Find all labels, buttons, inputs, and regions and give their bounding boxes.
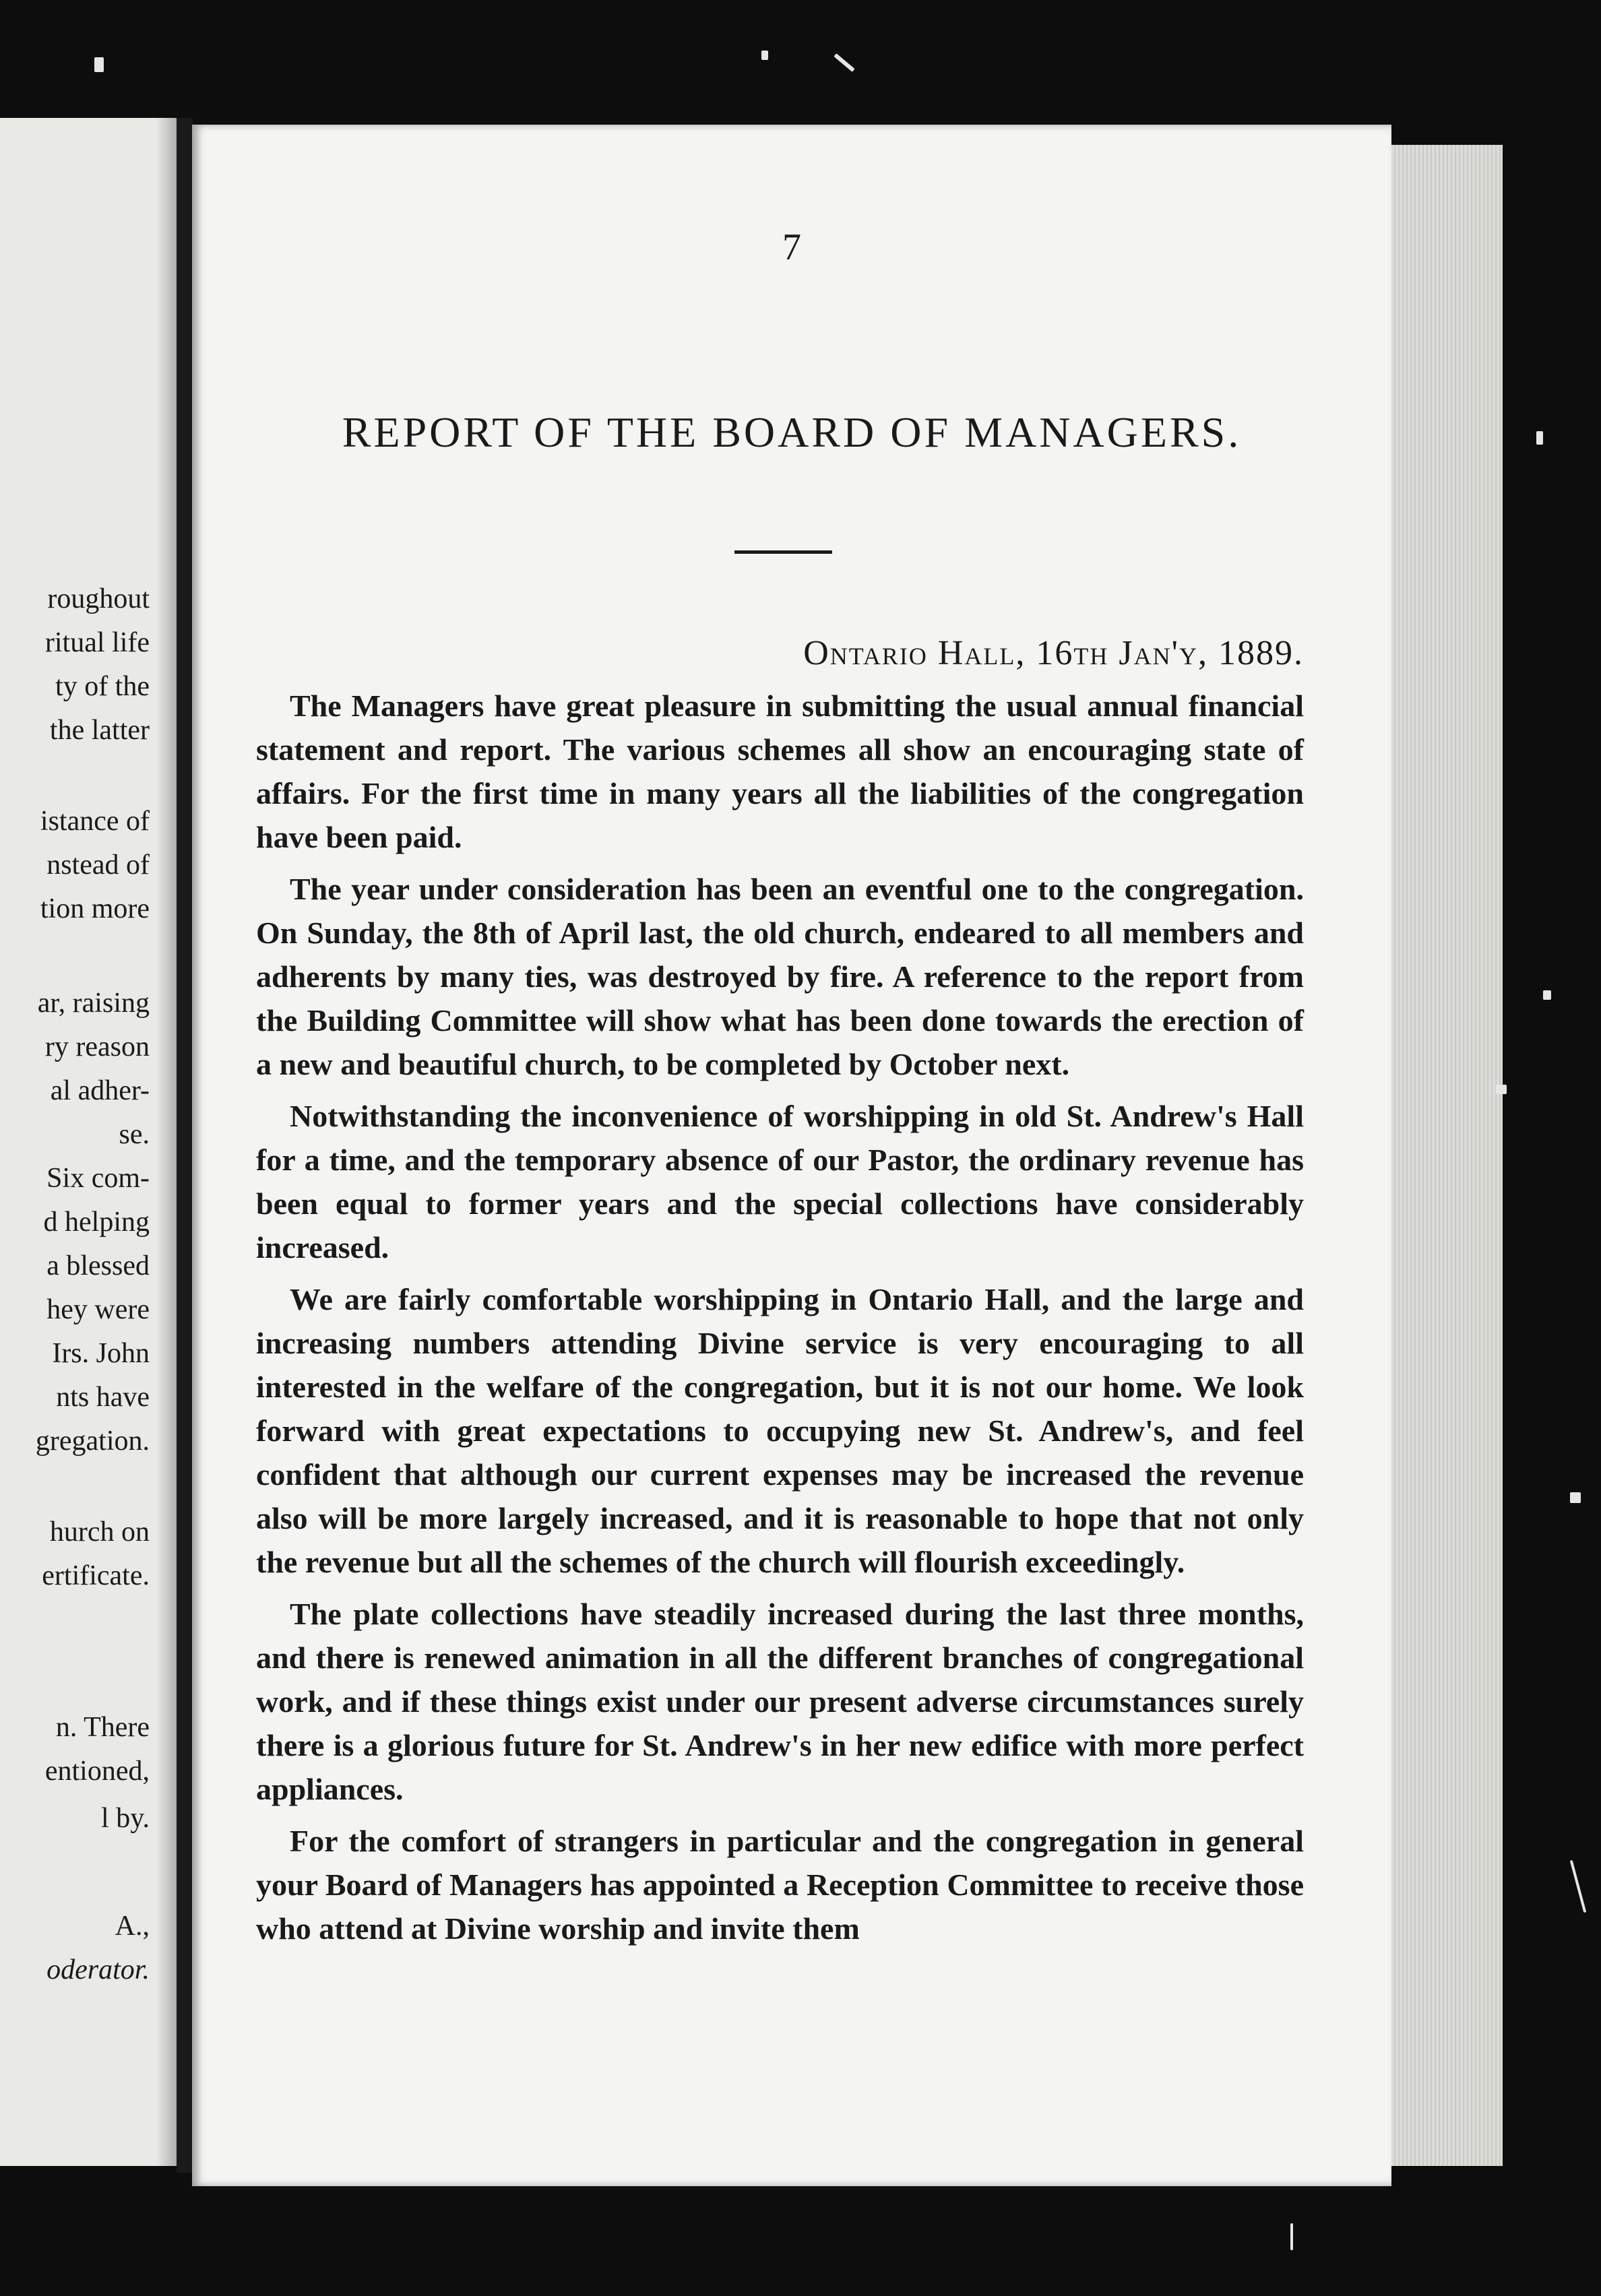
page-edges — [1388, 145, 1503, 2166]
left-page-line: hurch on — [49, 1517, 150, 1548]
book-gutter — [177, 118, 193, 2173]
report-title: REPORT OF THE BOARD OF MANAGERS. — [342, 408, 1242, 456]
title-rule — [734, 550, 832, 554]
left-page-line: A., — [115, 1911, 150, 1942]
left-page-line: oderator. — [46, 1954, 150, 1985]
left-page-line: the latter — [49, 715, 150, 746]
left-page-line: entioned, — [44, 1756, 150, 1787]
left-page-line: se. — [119, 1119, 150, 1150]
paragraph: The Managers have great pleasure in submitting the usual annual financial statement and report. The various schemes all show an encouraging state of affairs. For the first time in many years all the liabilities of the congregation have been paid. — [256, 689, 1304, 854]
right-page — [192, 125, 1391, 2186]
left-page-line: ertificate. — [42, 1560, 150, 1591]
dust-speck — [1536, 431, 1543, 445]
left-page-line: a blessed — [46, 1250, 150, 1281]
left-page-line: Irs. John — [52, 1338, 150, 1369]
left-page-line: l by. — [101, 1803, 150, 1834]
left-page-line: d helping — [43, 1207, 150, 1238]
left-page-line: nstead of — [46, 850, 150, 881]
left-page-line: ritual life — [44, 627, 150, 658]
left-page-line: ar, raising — [37, 988, 150, 1019]
left-page-line: n. There — [55, 1712, 150, 1743]
page-number: 7 — [782, 226, 801, 268]
dust-speck — [1290, 2223, 1293, 2250]
report-body — [256, 684, 1304, 1958]
left-page-line: nts have — [56, 1382, 150, 1413]
dust-speck — [761, 51, 768, 60]
dust-speck — [1570, 1492, 1581, 1503]
paragraph: We are fairly comfortable worshipping in Ontario Hall, and the large and increasing numbers attending Divine service is very encouraging to all interested in the welfare of the congregation, but it is not our home. We look forward with great expectations to occupying new St. Andrew's, and feel confident that although our current expenses may be increased the revenue also will be more largely increased, and it is reasonable to hope that not only the revenue but all the schemes of the church will flourish exceedingly. — [256, 1282, 1304, 1579]
dust-speck — [1496, 1085, 1507, 1094]
left-page-line: istance of — [40, 806, 150, 837]
left-page-fragment — [0, 118, 177, 2166]
dust-speck — [1543, 990, 1551, 1000]
paragraph: For the comfort of strangers in particular and the congregation in general your Board of Managers has appointed a Reception Committee to receive those who attend at Divine worship and invite them — [256, 1824, 1304, 1946]
paragraph: The year under consideration has been an eventful one to the congregation. On Sunday, the 8th of April last, the old church, endeared to all members and adherents by many ties, was destroyed by fire. A reference to the report from the Building Committee will show what has been done towards the erection of a new and beautiful church, to be completed by October next. — [256, 872, 1304, 1081]
left-page-line: ry reason — [44, 1031, 150, 1062]
left-page-line: hey were — [46, 1294, 150, 1325]
left-page-line: Six com- — [46, 1163, 150, 1194]
left-page-line: gregation. — [35, 1426, 150, 1457]
gutter-shadow — [156, 118, 177, 2166]
dust-speck — [834, 53, 854, 72]
dust-speck — [1570, 1860, 1587, 1913]
left-page-line: al adher- — [50, 1075, 150, 1106]
paragraph: The plate collections have steadily increased during the last three months, and there is renewed animation in all the different branches of congregational work, and if these things exist under our present adverse circumstances surely there is a glorious future for St. Andrew's in her new edifice with more perfect appliances. — [256, 1597, 1304, 1806]
dateline: Ontario Hall, 16th Jan'y, 1889. — [803, 634, 1304, 672]
paragraph: Notwithstanding the inconvenience of worshipping in old St. Andrew's Hall for a time, and the temporary absence of our Pastor, the ordinary revenue has been equal to former years and the special collections have considerably increased. — [256, 1099, 1304, 1265]
left-page-line: tion more — [40, 893, 150, 924]
dust-speck — [94, 57, 104, 72]
left-page-line: ty of the — [55, 671, 150, 702]
left-page-line: roughout — [47, 583, 150, 614]
